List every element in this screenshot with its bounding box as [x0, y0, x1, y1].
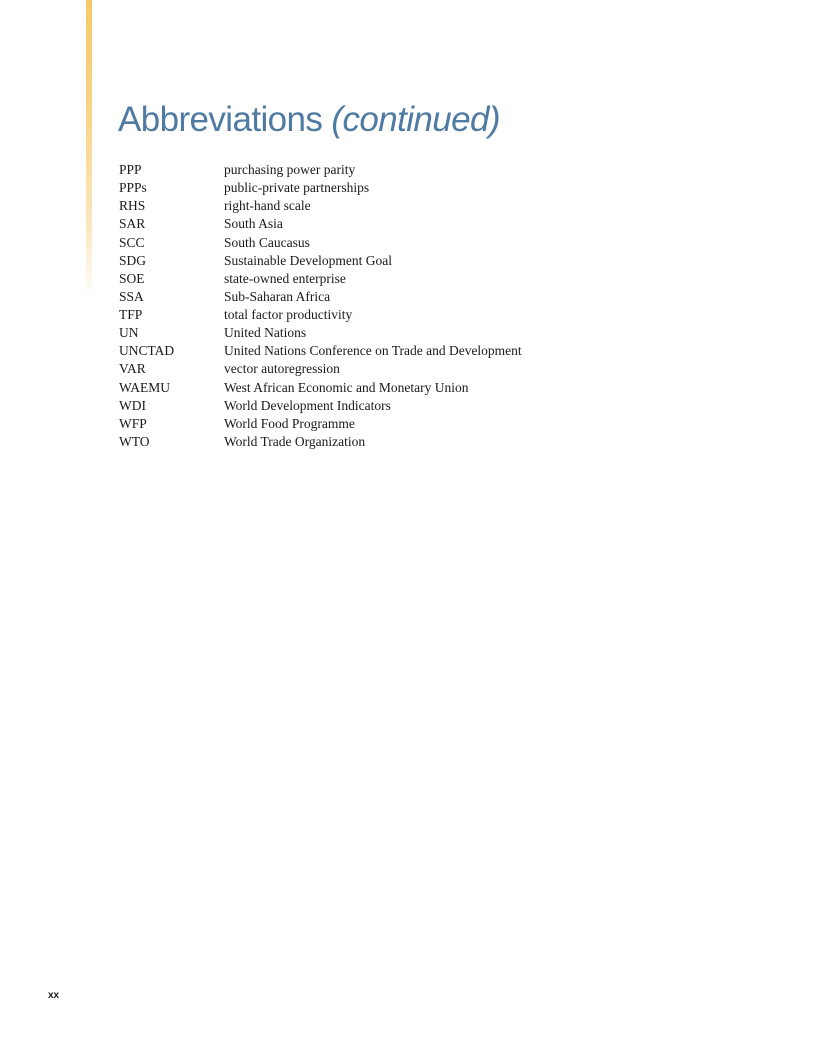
abbreviation-code: WTO	[119, 433, 150, 449]
abbreviation-definition: World Food Programme	[224, 415, 355, 431]
page-title-main: Abbreviations	[118, 100, 323, 139]
abbreviation-row	[119, 379, 719, 397]
abbreviation-row	[119, 234, 719, 252]
abbreviation-definition: total factor productivity	[224, 307, 353, 322]
abbreviation-definition: state-owned enterprise	[224, 270, 346, 286]
abbreviation-row	[119, 197, 719, 215]
abbreviation-row	[119, 161, 719, 179]
abbreviation-definition: public-private partnerships	[224, 180, 370, 196]
abbreviation-definition: World Trade Organization	[224, 433, 366, 449]
abbreviation-row	[119, 324, 719, 342]
abbreviation-code: SDG	[119, 252, 147, 268]
abbreviation-definition: United Nations Conference on Trade and Development	[224, 343, 522, 359]
abbreviation-code: PPPs	[119, 180, 147, 196]
abbreviation-definition: Sustainable Development Goal	[224, 252, 392, 268]
abbreviation-definition: Sub-Saharan Africa	[224, 288, 331, 304]
abbreviation-definition: vector autoregression	[224, 361, 340, 377]
abbreviation-row	[119, 306, 719, 324]
abbreviation-code: WAEMU	[119, 379, 170, 395]
abbreviation-definition: right-hand scale	[224, 198, 311, 214]
abbreviation-row	[119, 397, 719, 415]
abbreviation-row	[119, 270, 719, 288]
page-title	[118, 98, 500, 142]
abbreviation-row	[119, 360, 719, 378]
abbreviation-row	[119, 433, 719, 451]
abbreviation-code: VAR	[119, 361, 146, 377]
abbreviation-code: SAR	[119, 216, 146, 232]
abbreviation-row	[119, 288, 719, 306]
abbreviation-code: WDI	[119, 397, 146, 413]
abbreviation-list	[119, 161, 719, 451]
abbreviation-row	[119, 252, 719, 270]
abbreviation-code: UN	[119, 325, 139, 341]
abbreviation-code: SOE	[119, 270, 145, 286]
abbreviation-row	[119, 342, 719, 360]
abbreviation-code: SCC	[119, 234, 145, 250]
abbreviation-row	[119, 179, 719, 197]
abbreviation-definition: South Caucasus	[224, 234, 310, 250]
abbreviation-code: PPP	[119, 162, 142, 177]
abbreviation-definition: World Development Indicators	[224, 397, 391, 413]
page-title-continued: (continued)	[331, 100, 500, 139]
abbreviation-row	[119, 215, 719, 233]
page-number: xx	[48, 990, 60, 1001]
abbreviation-definition: purchasing power parity	[224, 162, 356, 177]
decorative-accent-bar	[86, 0, 92, 300]
abbreviation-definition: South Asia	[224, 216, 283, 232]
abbreviation-code: SSA	[119, 288, 144, 304]
abbreviation-code: WFP	[119, 415, 147, 431]
abbreviation-definition: West African Economic and Monetary Union	[224, 379, 469, 395]
abbreviation-definition: United Nations	[224, 325, 307, 341]
abbreviation-row	[119, 415, 719, 433]
abbreviation-code: UNCTAD	[119, 343, 175, 359]
abbreviation-code: TFP	[119, 307, 143, 322]
abbreviation-code: RHS	[119, 198, 146, 214]
